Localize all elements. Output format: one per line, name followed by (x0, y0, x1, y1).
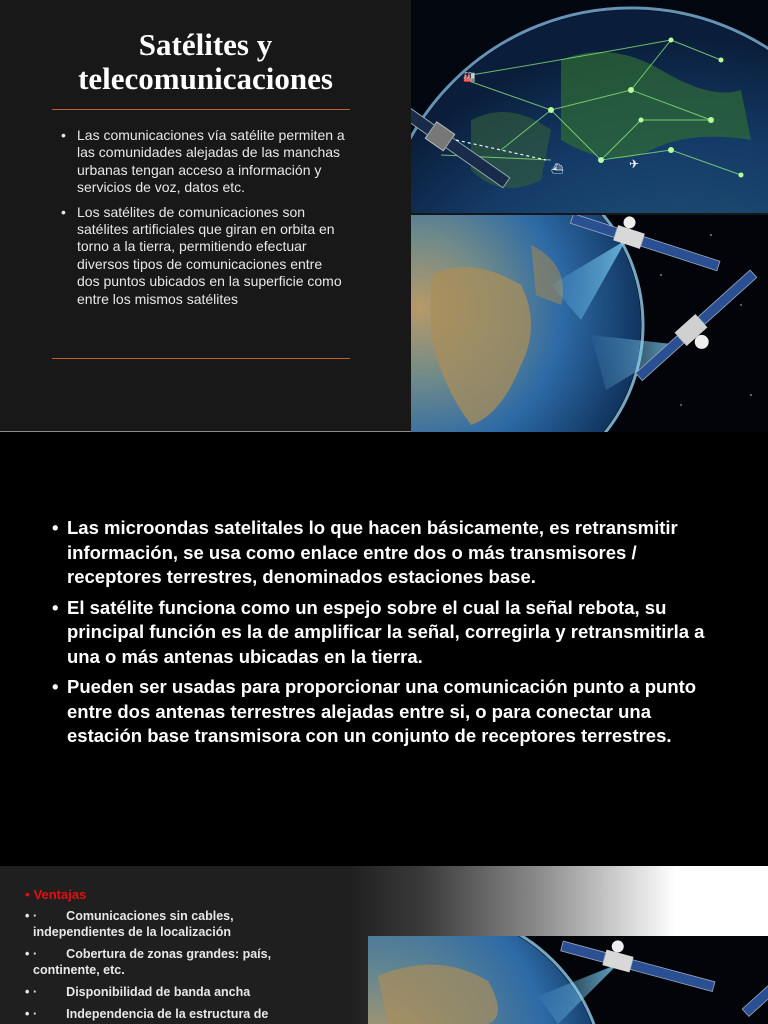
ventajas-item-text: Comunicaciones sin cables, independientes de la localización (33, 909, 234, 939)
ventajas-item (25, 946, 325, 978)
item-prefix: · (33, 985, 38, 999)
slide-satelites-telecomunicaciones (0, 0, 768, 432)
slide2-bullet-text: El satélite funciona como un espejo sobre el cual la señal rebota, su principal función es la de amplificar la señal, corregirla y retransmitirla a una o más antenas ubicadas en la tierra. (67, 596, 705, 667)
slide2-bullet-list (52, 516, 712, 755)
slide1-bullet-list (58, 127, 348, 315)
ventajas-item-text: Disponibilidad de banda ancha (66, 985, 251, 999)
bullet-marker: • (52, 596, 59, 618)
bullet-marker: • (25, 947, 30, 961)
ventajas-heading-text: Ventajas (33, 887, 87, 902)
ventajas-heading (25, 887, 86, 902)
slide1-bullet (58, 204, 348, 308)
ventajas-item (25, 1006, 325, 1022)
item-prefix: · (33, 909, 38, 923)
svg-text:⛴: ⛴ (551, 164, 564, 175)
bullet-marker: • (61, 203, 66, 220)
earth-satellites-image (411, 215, 768, 432)
text-divider-bottom (52, 358, 350, 359)
slide1-title (0, 28, 411, 96)
ventajas-item (25, 908, 325, 940)
slide2-bullet (52, 675, 712, 749)
slide-microondas-satelitales (0, 432, 768, 866)
bullet-marker: • (52, 676, 59, 697)
bullet-marker: • (61, 127, 66, 143)
title-divider-top (52, 109, 350, 110)
ventajas-item-text: Cobertura de zonas grandes: país, continente, etc. (33, 947, 272, 977)
slide1-title-line2: telecomunicaciones (78, 61, 333, 96)
slide1-bullet (58, 127, 348, 197)
svg-text:🏭: 🏭 (463, 72, 476, 83)
earth-satellites-image-small (368, 936, 768, 1024)
slide2-bullet-text: Pueden ser usadas para proporcionar una comunicación punto a punto entre dos antenas terrestres alejadas entre si, o para conectar una estación base transmisora con un conjunto de receptores terrestres. (67, 676, 697, 746)
bullet-marker: • (52, 517, 59, 538)
bullet-marker: • (25, 1007, 30, 1021)
slide2-bullet-text: Las microondas satelitales lo que hacen básicamente, es retransmitir información, se usa como enlace entre dos o más transmisores / receptores terrestres, denominados estaciones base. (67, 517, 678, 587)
bullet-marker: • (25, 887, 30, 902)
slide1-bullet-text: Los satélites de comunicaciones son satélites artificiales que giran en orbita en torno a la tierra, permitiendo efectuar diversos tipos de comunicaciones entre dos puntos ubicados en la superficie como entre los mismos satélites (77, 203, 342, 307)
item-prefix: · (33, 1007, 38, 1021)
bullet-marker: • (25, 985, 30, 999)
bullet-marker: • (25, 909, 30, 923)
svg-text:✈: ✈ (629, 157, 640, 171)
ventajas-item (25, 984, 325, 1000)
earth-network-image (411, 0, 768, 213)
item-prefix: · (33, 947, 38, 961)
ventajas-item-text: Independencia de la estructura de (66, 1007, 269, 1021)
ventajas-list (25, 908, 325, 1024)
slide1-bullet-text: Las comunicaciones vía satélite permiten a las comunidades alejadas de las manchas urbanas tengan acceso a información y servicios de voz, datos etc. (77, 127, 345, 196)
slide2-bullet (52, 516, 712, 590)
slide1-text-panel (0, 0, 411, 432)
slide1-title-line1: Satélites y (138, 27, 273, 62)
slide2-bullet (52, 596, 712, 670)
slide-ventajas (0, 866, 768, 1024)
